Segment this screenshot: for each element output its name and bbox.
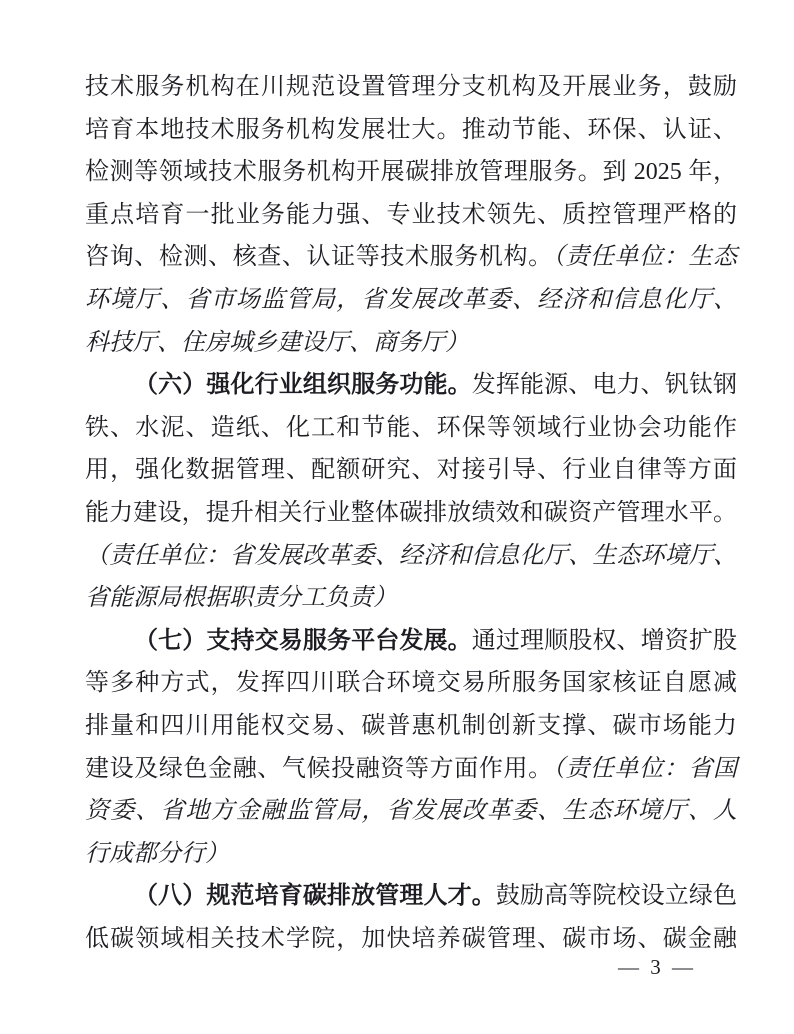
body-text: 建设及绿色金融、气候投融资等方面作用。: [85, 755, 553, 782]
text-line: [85, 194, 737, 237]
text-line: [85, 790, 737, 833]
section-heading: （八）规范培育碳排放管理人才。: [134, 883, 496, 910]
responsibility-note: 行成都分行）: [85, 840, 229, 867]
text-line: [85, 66, 737, 109]
text-line: [85, 492, 737, 535]
body-text: 铁、水泥、造纸、化工和节能、环保等领域行业协会功能作: [85, 414, 737, 441]
body-text: 排量和四川用能权交易、碳普惠机制创新支撑、碳市场能力: [85, 712, 737, 739]
text-line: [85, 577, 737, 620]
text-line: [85, 151, 737, 194]
responsibility-note: 科技厅、住房城乡建设厅、商务厅）: [85, 329, 469, 356]
section-heading: （六）强化行业组织服务功能。: [134, 372, 472, 399]
responsibility-note: （责任单位：生态: [552, 244, 738, 271]
text-line: [85, 449, 737, 492]
responsibility-note: 环境厅、省市场监管局，省发展改革委、经济和信息化厅、: [85, 286, 737, 313]
body-text: 等多种方式，发挥四川联合环境交易所服务国家核证自愿减: [85, 670, 737, 697]
body-text: 低碳领域相关技术学院，加快培养碳管理、碳市场、碳金融: [85, 925, 737, 952]
body-text: 用，强化数据管理、配额研究、对接引导、行业自律等方面: [85, 457, 737, 484]
text-line: [85, 875, 737, 918]
text-line: [85, 535, 737, 578]
body-text: 能力建设，提升相关行业整体碳排放绩效和碳资产管理水平。: [85, 499, 737, 526]
responsibility-note: 资委、省地方金融监管局，省发展改革委、生态环境厅、人: [85, 798, 737, 825]
page-number: — 3 —: [618, 955, 696, 979]
responsibility-note: 省能源局根据职责分工负责）: [85, 585, 397, 612]
body-text: 技术服务机构在川规范设置管理分支机构及开展业务，鼓励: [85, 74, 737, 100]
section-heading: （七）支持交易服务平台发展。: [134, 627, 472, 654]
text-line: [85, 279, 737, 322]
responsibility-note: （责任单位：省国: [552, 755, 738, 782]
text-line: [85, 322, 737, 365]
text-line: [85, 620, 737, 663]
body-text: 培育本地技术服务机构发展壮大。推动节能、环保、认证、: [85, 116, 737, 143]
body-text: 咨询、检测、核查、认证等技术服务机构。: [85, 244, 553, 271]
text-line: [85, 364, 737, 407]
text-line: [85, 236, 737, 279]
text-line: [85, 748, 737, 791]
text-line: [85, 705, 737, 748]
body-text: 重点培育一批业务能力强、专业技术领先、质控管理严格的: [85, 201, 737, 228]
body-text: 发挥能源、电力、钒钛钢: [471, 372, 737, 399]
text-line: [85, 833, 737, 876]
text-block: [85, 66, 737, 960]
text-line: [85, 109, 737, 152]
responsibility-note: （责任单位：省发展改革委、经济和信息化厅、生态环境厅、: [85, 542, 737, 569]
body-text: 通过理顺股权、增资扩股: [471, 627, 737, 654]
body-text: 检测等领域技术服务机构开展碳排放管理服务。到 2025 年，: [85, 159, 737, 186]
body-text: 鼓励高等院校设立绿色: [495, 883, 737, 910]
text-line: [85, 662, 737, 705]
text-line: [85, 407, 737, 450]
